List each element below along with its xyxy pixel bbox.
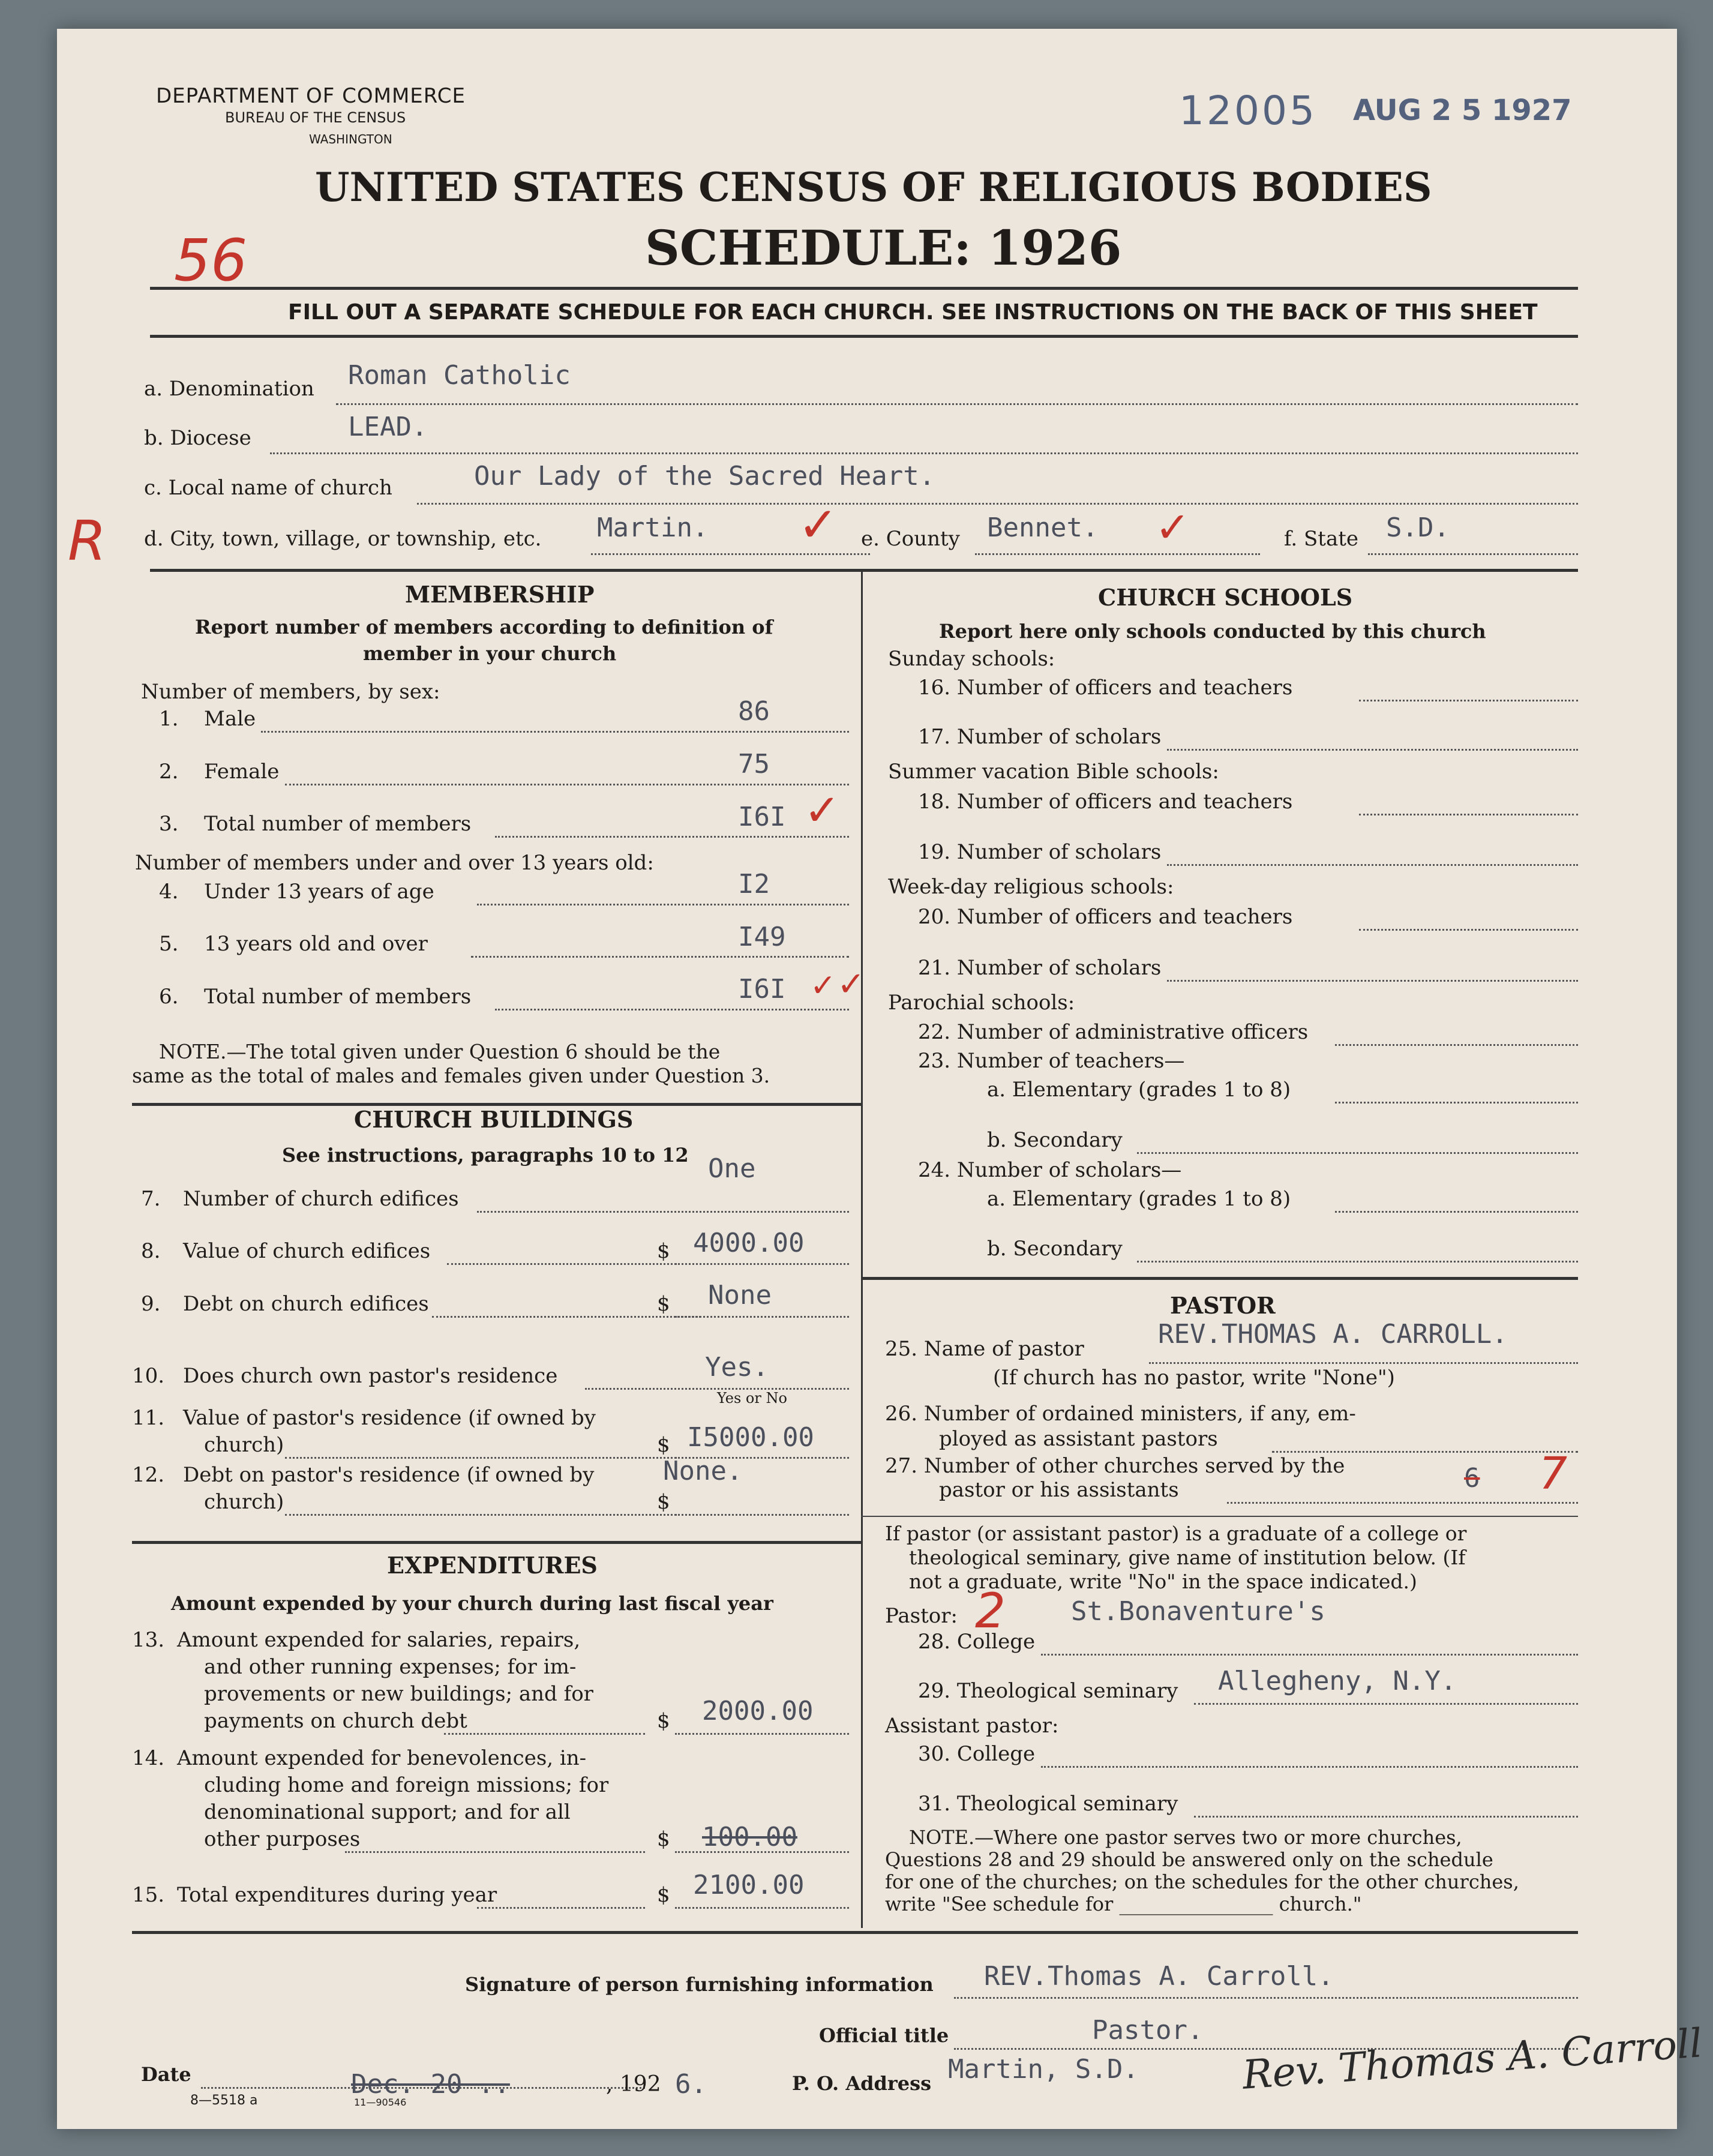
female-count-value: 75 bbox=[738, 749, 770, 779]
census-schedule-paper: DEPARTMENT OF COMMERCE BUREAU OF THE CENSUS WASHINGTON 12005 AUG 2 5 1927 UNITED STATES CENSUS OF RELIGIOUS BODIES SCHEDULE: 1926 56 FILL OUT A SEPARATE SCHEDULE FOR EACH CHURCH. SEE INSTRUCTIONS ON THE BACK OF THIS SHEET a. Denomination Roman Catholic b. Diocese LEAD. c. Local name of church Our Lady of the Sacred Heart. R d. City, town, village, or township, etc. Martin. ✓ e. County Bennet. ✓ f. State S.D. MEMBERSHIP Report number of members according to definition of member in your church Number of members, by sex: 1. Male 86 2. Female 75 3. Total number of members I6I ✓ Number of members under and over 13 years old: 4. Under 13 years of age I2 5. 13 years old and over I49 6. Total number of members I6I ✓ ✓ NOTE.—The total given under Question 6 should be the same as the total of males and females given under Question 3. CHURCH BUILDINGS See instructions, paragraphs 10 to 12 7. Number of church edifices One 8. Value of church edifices $ 4000.00 9. Debt on church edifices $ None 10. Does church own pastor's residence Yes. Yes or No 11. Value of pastor's residence (if owned by church) $ I5000.00 12. Debt on pastor's residence (if owned by church) $ None. EXPENDITURES Amount expended by your church during last fiscal year 13. Amount expended for salaries, repairs, and other running expenses; for im- provements or new buildings; and for payments on church debt $ 2000.00 14. Amount expended for benevolences, in- cluding home and foreign missions; for denominational support; and for all other purposes $ 100.00 15. Total expenditures during year $ 2100.00 CHURCH SCHOOLS Report here only schools conducted by this church Sunday schools: 16. Number of officers and teachers 17. Number of scholars Summer vacation Bible schools: 18. Number of officers and teachers 19. Number of scholars Week-day religious schools: 20. Number of officers and teachers 21. Number of scholars Parochial schools: 22. Number of administrative officers 23. Number of teachers— a. Elementary (grades 1 to 8) b. Secondary 24. Number of scholars— a. Elementary (grades 1 to 8) b. Secondary PASTOR 25. Name of pastor REV.THOMAS A. CARROLL. (If church has no pastor, write "None") 26. Number of ordained ministers, if any, em- ployed as assistant pastors 27. Number of other churches served by the pastor or his assistants 6 7 If pastor (or assistant pastor) is a graduate of a college or theological seminary, give name of institution below. (If not a graduate, write "No" in the space indicated.) Pastor: 2 St.Bonaventure's 28. College 29. Theological seminary Allegheny, N.Y. Assistant pastor: 30. College 31. Theological seminary NOTE.—Where one pastor serves two or more churches, Questions 28 and 29 should be answered only on the schedule for one of the churches; on the schedules for the other churches, write "See schedule for ________________ church." Signature of person furnishing information REV.Thomas A. Carroll. Official title Pastor. P. O. Address Martin, S.D. Rev. Thomas A. Carroll Date Dec. 20 .. , 192 6. 8—5518 a 11—90546 bbox=[57, 29, 1677, 2129]
received-stamp-number: 12005 bbox=[1179, 88, 1317, 134]
teachers-elementary-label: a. Elementary (grades 1 to 8) bbox=[987, 1078, 1291, 1102]
parochial-admin-label: 22. Number of administrative officers bbox=[918, 1020, 1309, 1044]
assistant-ministers-label-1: 26. Number of ordained ministers, if any, em- bbox=[885, 1402, 1356, 1426]
date-value: Dec. 20 .. bbox=[351, 2069, 510, 2100]
pastor-note-4: write "See schedule for ________________ church." bbox=[885, 1893, 1362, 1915]
college-label: 28. College bbox=[918, 1630, 1036, 1654]
city-value: Martin. bbox=[597, 512, 709, 543]
bureau-label: BUREAU OF THE CENSUS bbox=[225, 109, 406, 126]
yes-or-no-hint: Yes or No bbox=[717, 1390, 787, 1407]
members-by-sex-label: Number of members, by sex: bbox=[141, 680, 440, 704]
schools-title: CHURCH SCHOOLS bbox=[1098, 584, 1353, 611]
denomination-value: Roman Catholic bbox=[348, 360, 571, 391]
seminary-label: 29. Theological seminary bbox=[918, 1679, 1178, 1703]
parochial-schools-label: Parochial schools: bbox=[888, 991, 1075, 1015]
other-churches-label-1: 27. Number of other churches served by the bbox=[885, 1454, 1345, 1478]
parochial-scholars-label: 24. Number of scholars— bbox=[918, 1158, 1182, 1182]
summer-officers-field bbox=[1359, 814, 1578, 815]
owns-residence-value: Yes. bbox=[705, 1352, 769, 1383]
total-by-age-value: I6I bbox=[738, 974, 786, 1004]
pastor-name-label: 25. Name of pastor bbox=[885, 1337, 1084, 1361]
scholars-elementary-field bbox=[1335, 1211, 1578, 1213]
residence-debt-value: None. bbox=[663, 1456, 743, 1486]
sunday-officers-field bbox=[1359, 700, 1578, 701]
other-churches-corrected-value: 7 bbox=[1539, 1448, 1568, 1500]
header-rule-top bbox=[150, 287, 1578, 290]
summer-scholars-label: 19. Number of scholars bbox=[918, 840, 1162, 864]
membership-title: MEMBERSHIP bbox=[405, 581, 595, 608]
graduate-instructions-1: If pastor (or assistant pastor) is a graduate of a college or bbox=[885, 1522, 1467, 1545]
sunday-scholars-field bbox=[1167, 749, 1578, 751]
benevolences-value: 100.00 bbox=[702, 1822, 797, 1852]
assistant-pastor-label: Assistant pastor: bbox=[885, 1714, 1059, 1738]
document-title: UNITED STATES CENSUS OF RELIGIOUS BODIES bbox=[315, 164, 1432, 211]
form-number: 8—5518 a bbox=[190, 2093, 258, 2108]
scholars-secondary-label: b. Secondary bbox=[987, 1237, 1123, 1261]
received-stamp-date: AUG 2 5 1927 bbox=[1353, 94, 1572, 127]
year-digit-value: 6. bbox=[675, 2069, 707, 2100]
city-check-mark: ✓ bbox=[798, 497, 839, 553]
assistant-college-label: 30. College bbox=[918, 1742, 1036, 1766]
column-divider bbox=[861, 572, 863, 1928]
city-label: d. City, town, village, or township, etc. bbox=[144, 527, 542, 551]
membership-intro-2: member in your church bbox=[363, 642, 617, 665]
over13-value: I49 bbox=[738, 922, 786, 952]
signature-typed-value: REV.Thomas A. Carroll. bbox=[984, 1961, 1334, 1992]
handwritten-number-mark: 56 bbox=[174, 227, 248, 294]
members-by-age-label: Number of members under and over 13 years old: bbox=[135, 851, 654, 875]
expenditures-title: EXPENDITURES bbox=[387, 1552, 598, 1579]
schedule-year: SCHEDULE: 1926 bbox=[645, 220, 1122, 276]
buildings-subtitle: See instructions, paragraphs 10 to 12 bbox=[282, 1144, 689, 1167]
edifices-count-value: One bbox=[708, 1153, 756, 1184]
summer-officers-label: 18. Number of officers and teachers bbox=[918, 790, 1293, 814]
edifice-debt-value: None bbox=[708, 1280, 772, 1311]
pastor-note-1: NOTE.—Where one pastor serves two or more churches, bbox=[909, 1826, 1462, 1849]
edifice-value: 4000.00 bbox=[693, 1228, 805, 1258]
identification-rule bbox=[150, 569, 1578, 572]
total-age-check-mark-2: ✓ bbox=[837, 965, 865, 1004]
college-value: St.Bonaventure's bbox=[1071, 1596, 1325, 1627]
teachers-secondary-field bbox=[1137, 1152, 1578, 1154]
pastor-title: PASTOR bbox=[1170, 1292, 1276, 1319]
handwritten-signature: Rev. Thomas A. Carroll bbox=[1241, 2020, 1704, 2098]
pastor-red-mark: 2 bbox=[975, 1583, 1006, 1639]
diocese-value: LEAD. bbox=[348, 412, 428, 442]
margin-r-mark: R bbox=[68, 509, 106, 573]
assistant-seminary-field bbox=[1194, 1816, 1578, 1818]
assistant-seminary-label: 31. Theological seminary bbox=[918, 1792, 1178, 1816]
pastor-name-value: REV.THOMAS A. CARROLL. bbox=[1158, 1319, 1508, 1350]
department-label: DEPARTMENT OF COMMERCE bbox=[156, 84, 466, 108]
denomination-label: a. Denomination bbox=[144, 377, 314, 401]
washington-label: WASHINGTON bbox=[309, 132, 392, 146]
summer-scholars-field bbox=[1167, 864, 1578, 866]
assistant-ministers-field bbox=[1272, 1451, 1578, 1453]
buildings-rule bbox=[132, 1541, 861, 1544]
county-check-mark: ✓ bbox=[1155, 503, 1190, 552]
male-count-value: 86 bbox=[738, 696, 770, 727]
pastor-education-label: Pastor: bbox=[885, 1604, 958, 1628]
pastor-note-3: for one of the churches; on the schedules for the other churches, bbox=[885, 1870, 1519, 1893]
schools-subtitle: Report here only schools conducted by this church bbox=[939, 620, 1486, 643]
seminary-value: Allegheny, N.Y. bbox=[1218, 1666, 1457, 1696]
teachers-secondary-label: b. Secondary bbox=[987, 1128, 1123, 1152]
total-members-value: I6I bbox=[738, 802, 786, 832]
state-value: S.D. bbox=[1386, 512, 1450, 543]
church-name-value: Our Lady of the Sacred Heart. bbox=[474, 461, 935, 491]
year-prefix: , 192 bbox=[606, 2072, 661, 2097]
fill-out-instructions: FILL OUT A SEPARATE SCHEDULE FOR EACH CHURCH. SEE INSTRUCTIONS ON THE BACK OF THIS SHEET bbox=[288, 300, 1538, 325]
footer-rule bbox=[132, 1931, 1578, 1934]
date-label: Date bbox=[141, 2063, 191, 2086]
weekday-officers-field bbox=[1359, 929, 1578, 931]
church-name-label: c. Local name of church bbox=[144, 476, 392, 500]
state-label: f. State bbox=[1284, 527, 1358, 551]
other-churches-label-2: pastor or his assistants bbox=[939, 1478, 1179, 1502]
sunday-schools-label: Sunday schools: bbox=[888, 647, 1055, 671]
weekday-scholars-label: 21. Number of scholars bbox=[918, 956, 1162, 980]
membership-note-1: NOTE.—The total given under Question 6 should be the bbox=[159, 1040, 721, 1063]
po-address-value: Martin, S.D. bbox=[948, 2054, 1139, 2085]
under13-value: I2 bbox=[738, 869, 770, 899]
diocese-label: b. Diocese bbox=[144, 426, 251, 450]
weekday-schools-label: Week-day religious schools: bbox=[888, 875, 1174, 899]
membership-intro-1: Report number of members according to definition of bbox=[195, 616, 773, 638]
pastor-note-2: Questions 28 and 29 should be answered only on the schedule bbox=[885, 1848, 1493, 1871]
residence-value: I5000.00 bbox=[687, 1422, 814, 1453]
graduate-instructions-2: theological seminary, give name of institution below. (If bbox=[909, 1546, 1466, 1569]
sunday-scholars-label: 17. Number of scholars bbox=[918, 725, 1162, 749]
sunday-officers-label: 16. Number of officers and teachers bbox=[918, 676, 1293, 700]
buildings-title: CHURCH BUILDINGS bbox=[354, 1106, 634, 1133]
total-expenditures-value: 2100.00 bbox=[693, 1870, 805, 1900]
expenditures-subtitle: Amount expended by your church during last fiscal year bbox=[171, 1592, 773, 1615]
running-expenses-value: 2000.00 bbox=[702, 1696, 814, 1726]
teachers-elementary-field bbox=[1335, 1102, 1578, 1104]
other-churches-value: 6 bbox=[1464, 1463, 1480, 1494]
signature-label: Signature of person furnishing information bbox=[465, 1973, 934, 1996]
county-value: Bennet. bbox=[987, 512, 1099, 543]
scholars-secondary-field bbox=[1137, 1261, 1578, 1263]
assistant-ministers-label-2: ployed as assistant pastors bbox=[939, 1427, 1218, 1451]
pastor-none-hint: (If church has no pastor, write "None") bbox=[993, 1366, 1395, 1390]
graduate-instructions-3: not a graduate, write "No" in the space indicated.) bbox=[909, 1570, 1417, 1593]
header-rule-bottom bbox=[150, 335, 1578, 338]
county-label: e. County bbox=[861, 527, 960, 551]
schools-rule bbox=[861, 1277, 1578, 1280]
assistant-college-field bbox=[1041, 1766, 1578, 1768]
weekday-scholars-field bbox=[1167, 980, 1578, 982]
official-title-value: Pastor. bbox=[1092, 2015, 1204, 2046]
po-address-label: P. O. Address bbox=[792, 2072, 932, 2095]
parochial-admin-field bbox=[1335, 1044, 1578, 1046]
print-number: 11—90546 bbox=[354, 2097, 407, 2108]
total-age-check-mark-1: ✓ bbox=[810, 968, 836, 1004]
official-title-label: Official title bbox=[819, 2024, 949, 2047]
membership-note-2: same as the total of males and females given under Question 3. bbox=[132, 1064, 770, 1087]
summer-schools-label: Summer vacation Bible schools: bbox=[888, 760, 1219, 784]
weekday-officers-label: 20. Number of officers and teachers bbox=[918, 905, 1293, 929]
total-check-mark: ✓ bbox=[804, 785, 841, 835]
parochial-teachers-label: 23. Number of teachers— bbox=[918, 1049, 1185, 1073]
scholars-elementary-label: a. Elementary (grades 1 to 8) bbox=[987, 1187, 1291, 1211]
